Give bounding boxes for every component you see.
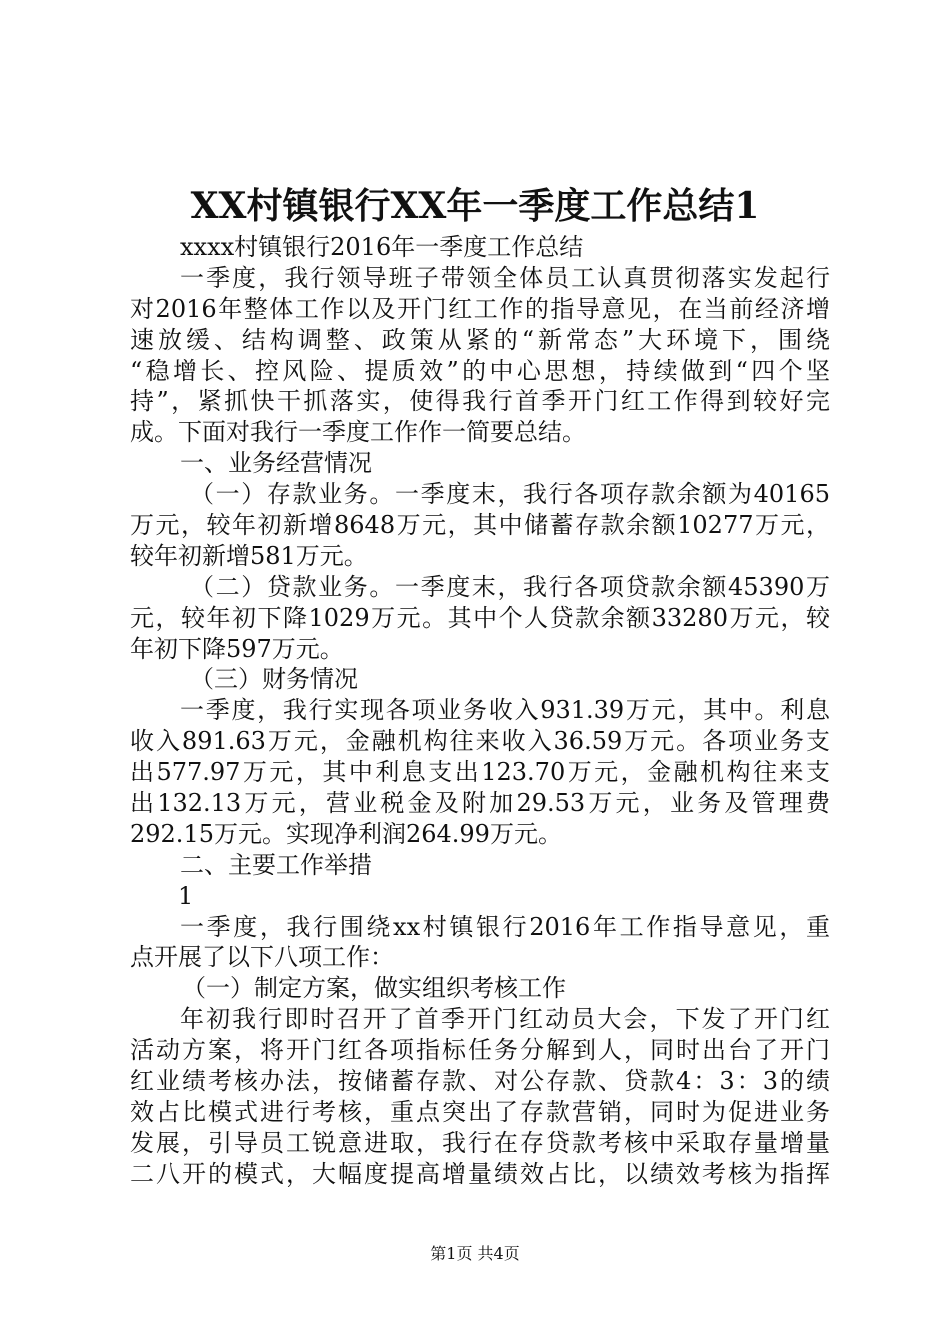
text-line: 活动方案，将开门红各项指标任务分解到人，同时出台了开门 <box>130 1036 830 1065</box>
text-line: 成。下面对我行一季度工作作一简要总结。 <box>130 418 586 447</box>
text-line: 一季度，我行领导班子带领全体员工认真贯彻落实发起行 <box>180 263 830 292</box>
text-line: 效占比模式进行考核，重点突出了存款营销，同时为促进业务 <box>130 1097 830 1126</box>
text-line: 一季度，我行实现各项业务收入931.39万元，其中。利息 <box>180 696 830 725</box>
text-line: xxxx村镇银行2016年一季度工作总结 <box>180 233 584 261</box>
text-line: 292.15万元。实现净利润264.99万元。 <box>130 819 562 848</box>
text-line: “稳增长、控风险、提质效”的中心思想，持续做到“四个坚 <box>130 356 830 385</box>
section-heading: 一、业务经营情况 <box>180 449 372 478</box>
page-footer: 第1页 共4页 <box>430 1244 520 1263</box>
text-line: 万元，较年初新增8648万元，其中储蓄存款余额10277万元， <box>130 511 830 540</box>
text-line: 持”，紧抓快干抓落实，使得我行首季开门红工作得到较好完 <box>130 387 830 416</box>
text-line: 年初我行即时召开了首季开门红动员大会，下发了开门红 <box>180 1005 830 1034</box>
text-line: 年初下降597万元。 <box>130 634 344 663</box>
text-line: 元，较年初下降1029万元。其中个人贷款余额33280万元，较 <box>130 603 830 632</box>
document-body <box>130 232 830 1190</box>
text-line: 速放缓、结构调整、政策从紧的“新常态”大环境下，围绕 <box>130 325 830 354</box>
text-line: 一季度，我行围绕xx村镇银行2016年工作指导意见，重 <box>180 912 830 941</box>
text-line: 对2016年整体工作以及开门红工作的指导意见，在当前经济增 <box>130 294 830 323</box>
subsection-heading: （三）财务情况 <box>190 665 358 694</box>
section-heading: 二、主要工作举措 <box>180 850 372 879</box>
text-line: 收入891.63万元，金融机构往来收入36.59万元。各项业务支 <box>130 727 830 756</box>
text-line: 发展，引导员工锐意进取，我行在存贷款考核中采取存量增量 <box>130 1128 830 1157</box>
subsection-heading: （一）制定方案，做实组织考核工作 <box>182 974 566 1003</box>
text-line: 较年初新增581万元。 <box>130 541 368 570</box>
text-line: 红业绩考核办法，按储蓄存款、对公存款、贷款4：3：3的绩 <box>130 1067 830 1096</box>
text-line: （二）贷款业务。一季度末，我行各项贷款余额45390万 <box>190 572 830 601</box>
text-line: 二八开的模式，大幅度提高增量绩效占比，以绩效考核为指挥 <box>130 1159 830 1188</box>
text-line: 出577.97万元，其中利息支出123.70万元，金融机构往来支 <box>130 758 830 787</box>
text-line: 1 <box>178 881 194 910</box>
text-line: 点开展了以下八项工作： <box>130 943 394 972</box>
document-title: XX村镇银行XX年一季度工作总结1 <box>190 185 760 227</box>
text-line: （一）存款业务。一季度末，我行各项存款余额为40165 <box>190 480 830 509</box>
text-line: 出132.13万元，营业税金及附加29.53万元，业务及管理费 <box>130 789 830 818</box>
